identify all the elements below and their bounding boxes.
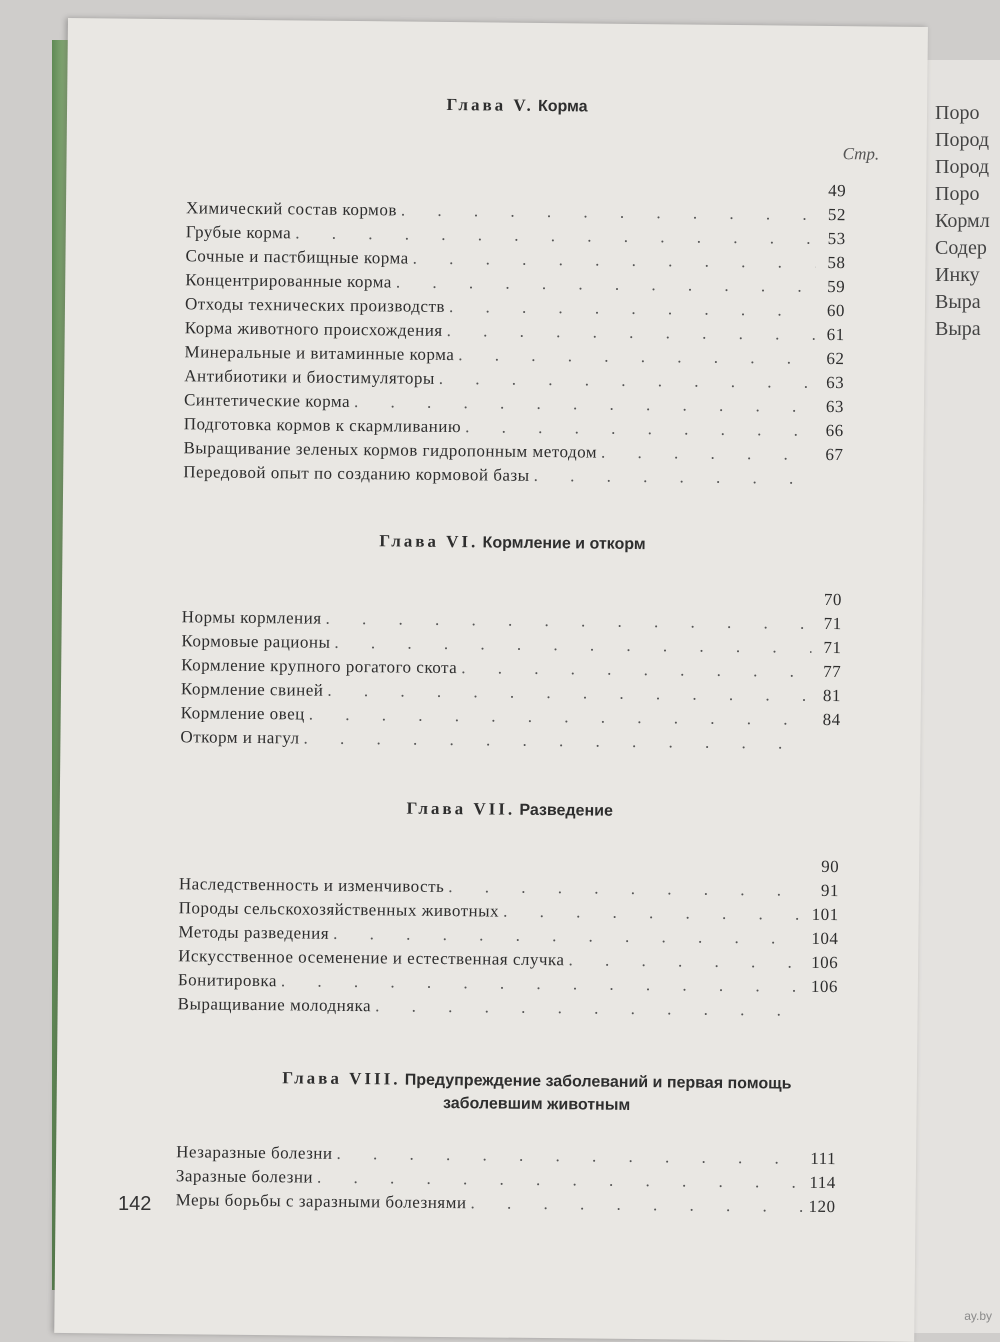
chapter-label: Глава VIII. bbox=[282, 1068, 400, 1088]
adjacent-line: Выра bbox=[935, 289, 990, 316]
entry-title: Передовой опыт по созданию кормовой базы bbox=[183, 460, 530, 488]
watermark: ay.by bbox=[964, 1309, 992, 1323]
page-number-ref: 77 bbox=[815, 660, 841, 684]
chapter-section bbox=[178, 749, 841, 1023]
page-number-ref: 111 bbox=[810, 1147, 836, 1171]
page-number-ref: 106 bbox=[811, 975, 838, 999]
entry-title: Заразные болезни bbox=[176, 1164, 313, 1189]
chapter-title-line2: заболевшим животным bbox=[443, 1095, 630, 1114]
dot-leader bbox=[533, 464, 813, 491]
page-number-ref: 62 bbox=[818, 347, 844, 371]
entry-title: Нормы кормления bbox=[182, 605, 322, 630]
entry-title: Химический состав кормов bbox=[186, 196, 397, 222]
page-number-ref: 84 bbox=[815, 708, 841, 732]
dot-leader bbox=[461, 656, 811, 684]
page-number-ref: 52 bbox=[820, 203, 846, 227]
adjacent-line: Кормл bbox=[935, 208, 990, 235]
entry-title: Породы сельскохозяйственных животных bbox=[179, 896, 500, 923]
entry-list bbox=[183, 196, 846, 491]
entry-title: Откорм и нагул bbox=[180, 725, 299, 750]
adjacent-line: Поро bbox=[935, 100, 990, 127]
entry-title: Минеральные и витаминные корма bbox=[184, 340, 454, 367]
adjacent-line: Инку bbox=[935, 262, 990, 289]
page-number-ref: 58 bbox=[819, 251, 845, 275]
entry-title: Отходы технических производств bbox=[185, 292, 445, 319]
page-number-ref: 61 bbox=[819, 323, 845, 347]
entry-list bbox=[180, 605, 841, 756]
entry-list bbox=[178, 872, 839, 1023]
entry-title: Методы разведения bbox=[178, 920, 329, 946]
chapter-label: Глава V. bbox=[446, 95, 533, 115]
dot-leader bbox=[503, 900, 808, 927]
entry-title: Концентрированные корма bbox=[185, 268, 392, 294]
adjacent-line: Пород bbox=[935, 127, 990, 154]
adjacent-line: Поро bbox=[935, 181, 990, 208]
entry-title: Кормовые рационы bbox=[181, 629, 330, 655]
page-number-ref: 70 bbox=[816, 588, 842, 612]
chapter-section bbox=[183, 91, 847, 491]
page-number-ref: 53 bbox=[820, 227, 846, 251]
page-number-ref: 91 bbox=[813, 879, 839, 903]
entry-title: Выращивание молодняка bbox=[178, 992, 372, 1018]
chapter-section bbox=[180, 484, 843, 756]
entry-title: Кормление крупного рогатого скота bbox=[181, 653, 457, 680]
page-number-ref: 106 bbox=[811, 951, 838, 975]
adjacent-line: Выра bbox=[935, 316, 990, 343]
chapter-title: Корма bbox=[538, 98, 588, 116]
chapter-title: Разведение bbox=[519, 802, 613, 820]
dot-leader bbox=[601, 441, 814, 467]
entry-title: Кормление свиней bbox=[181, 677, 324, 702]
adjacent-line: Содер bbox=[935, 235, 990, 262]
page-column-header: Стр. bbox=[843, 144, 880, 164]
page-number-ref: 104 bbox=[811, 927, 838, 951]
table-of-contents bbox=[176, 89, 848, 1219]
book-page bbox=[54, 18, 928, 1342]
entry-title: Бонитировка bbox=[178, 968, 277, 993]
page-number-ref: 71 bbox=[816, 612, 842, 636]
page-number-ref: 63 bbox=[818, 395, 844, 419]
page-number-ref: 59 bbox=[819, 275, 845, 299]
dot-leader bbox=[470, 1191, 804, 1218]
page-number-ref: 114 bbox=[809, 1171, 836, 1195]
page-number-ref: 90 bbox=[813, 855, 839, 879]
entry-title: Меры борьбы с заразными болезнями bbox=[176, 1188, 467, 1215]
page-number-ref: 49 bbox=[820, 179, 846, 203]
chapter-section bbox=[176, 1016, 838, 1219]
entry-title: Незаразные болезни bbox=[176, 1140, 333, 1166]
entry-title: Наследственность и изменчивость bbox=[179, 872, 445, 899]
chapter-heading bbox=[177, 1066, 837, 1119]
page-number: 142 bbox=[118, 1193, 151, 1216]
page-number-ref: 101 bbox=[812, 903, 839, 927]
entry-title: Антибиотики и биостимуляторы bbox=[184, 364, 435, 391]
page-number-ref: 63 bbox=[818, 371, 844, 395]
entry-title: Грубые корма bbox=[186, 220, 292, 245]
page-number-ref: 67 bbox=[817, 443, 843, 467]
page-number-ref: 71 bbox=[815, 636, 841, 660]
adjacent-page-text bbox=[935, 100, 990, 343]
page-number-ref: 120 bbox=[808, 1195, 835, 1219]
entry-title: Выращивание зеленых кормов гидропонным методом bbox=[183, 436, 597, 464]
entry-title: Синтетические корма bbox=[184, 388, 350, 414]
dot-leader bbox=[568, 948, 807, 974]
chapter-title: Кормление и откорм bbox=[483, 534, 646, 553]
page-number-ref: 81 bbox=[815, 684, 841, 708]
chapter-title: Предупреждение заболеваний и первая помощь bbox=[405, 1072, 792, 1093]
entry-title: Кормление овец bbox=[181, 701, 305, 726]
entry-list bbox=[176, 1140, 837, 1219]
entry-title: Подготовка кормов к скармливанию bbox=[184, 412, 462, 439]
dot-leader bbox=[465, 415, 814, 443]
chapter-label: Глава VI. bbox=[379, 531, 478, 551]
entry-title: Сочные и пастбищные корма bbox=[185, 244, 408, 270]
page-number-ref: 60 bbox=[819, 299, 845, 323]
page-number-ref: 66 bbox=[818, 419, 844, 443]
dot-leader bbox=[375, 994, 808, 1023]
chapter-label: Глава VII. bbox=[406, 799, 515, 819]
entry-title: Искусственное осеменение и естественная случка bbox=[178, 944, 565, 972]
entry-title: Корма животного происхождения bbox=[185, 316, 443, 343]
adjacent-line: Пород bbox=[935, 154, 990, 181]
